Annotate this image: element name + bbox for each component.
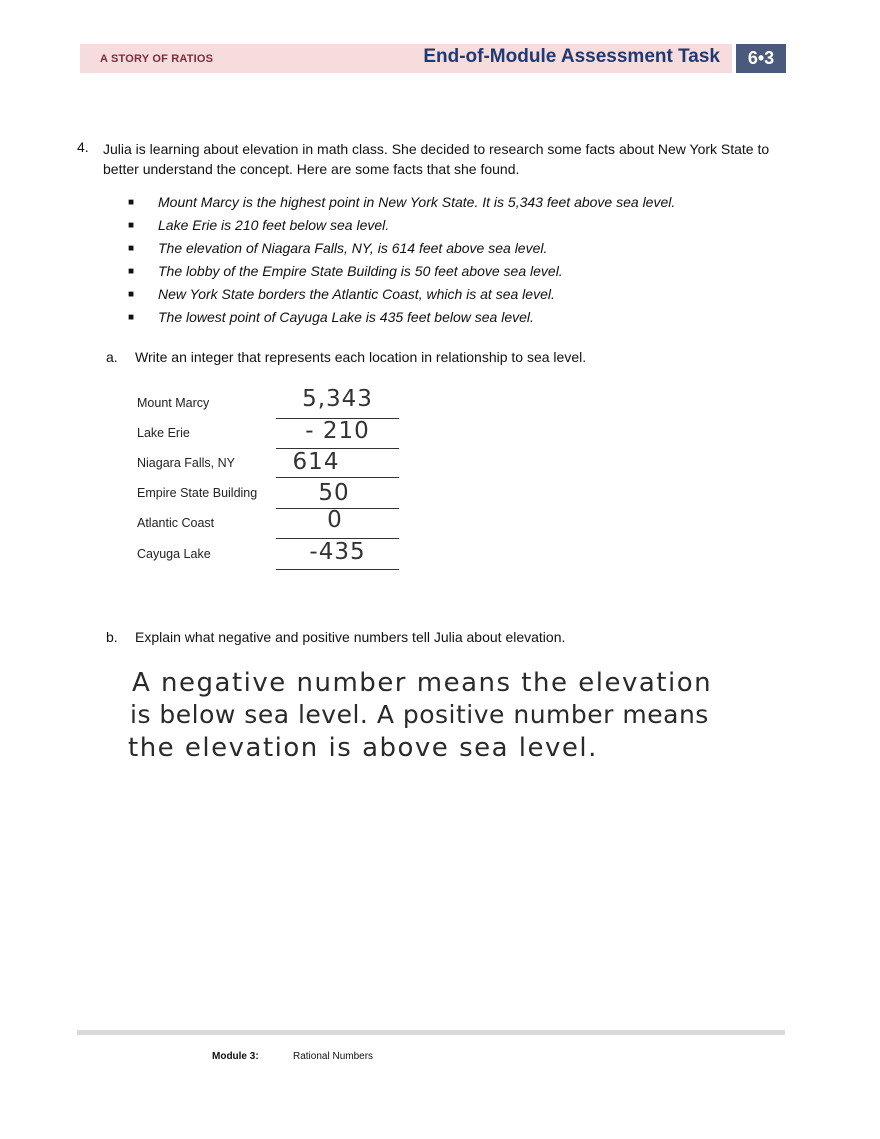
facts-list (128, 191, 675, 329)
answer-line (276, 477, 399, 478)
square-bullet-icon: ■ (128, 312, 135, 323)
part-a-label: a. (106, 349, 118, 365)
location-label-empire-state-building: Empire State Building (137, 486, 258, 500)
fact-item: ■ New York State borders the Atlantic Coast, which is at sea level. (128, 283, 675, 306)
answer-empire-state-building: 50 (318, 480, 350, 506)
handwritten-answer-line: A negative number means the elevation (132, 668, 713, 698)
footer-module-label: Module 3: (212, 1051, 259, 1062)
module-badge: 6•3 (736, 44, 786, 73)
square-bullet-icon: ■ (128, 220, 135, 231)
answer-lake-erie: - 210 (305, 418, 370, 444)
location-label-cayuga-lake: Cayuga Lake (137, 547, 211, 561)
handwritten-answer-line: is below sea level. A positive number means (130, 700, 709, 729)
square-bullet-icon: ■ (128, 289, 135, 300)
answer-cayuga-lake: -435 (309, 539, 366, 565)
fact-item: ■ The lobby of the Empire State Building is 50 feet above sea level. (128, 260, 675, 283)
answer-atlantic-coast: 0 (327, 507, 343, 533)
location-label-atlantic-coast: Atlantic Coast (137, 516, 215, 530)
location-label-niagara-falls: Niagara Falls, NY (137, 456, 235, 470)
part-a-prompt: Write an integer that represents each location in relationship to sea level. (135, 349, 587, 365)
footer-topic: Rational Numbers (293, 1051, 374, 1062)
fact-item: ■ The elevation of Niagara Falls, NY, is 614 feet above sea level. (128, 237, 675, 260)
assessment-title: End-of-Module Assessment Task (423, 46, 720, 67)
fact-item: ■ Mount Marcy is the highest point in New York State. It is 5,343 feet above sea level. (128, 191, 675, 214)
location-label-lake-erie: Lake Erie (137, 426, 190, 440)
fact-item: ■ Lake Erie is 210 feet below sea level. (128, 214, 675, 237)
handwritten-answer-line: the elevation is above sea level. (128, 733, 598, 763)
square-bullet-icon: ■ (128, 197, 135, 208)
location-label-mount-marcy: Mount Marcy (137, 396, 210, 410)
part-b-prompt: Explain what negative and positive numbers tell Julia about elevation. (135, 629, 566, 645)
answer-niagara-falls: 614 (292, 449, 340, 475)
series-label: A STORY OF RATIOS (100, 53, 214, 65)
question-intro: Julia is learning about elevation in math class. She decided to research some facts about New York State to better understand the concept. Here are some facts that she found. (103, 141, 770, 177)
square-bullet-icon: ■ (128, 266, 135, 277)
answer-mount-marcy: 5,343 (302, 386, 373, 412)
answer-line (276, 569, 399, 570)
square-bullet-icon: ■ (128, 243, 135, 254)
footer-rule (77, 1030, 785, 1035)
part-b-label: b. (106, 629, 118, 645)
question-number: 4. (77, 139, 89, 155)
fact-item: ■ The lowest point of Cayuga Lake is 435 feet below sea level. (128, 306, 675, 329)
